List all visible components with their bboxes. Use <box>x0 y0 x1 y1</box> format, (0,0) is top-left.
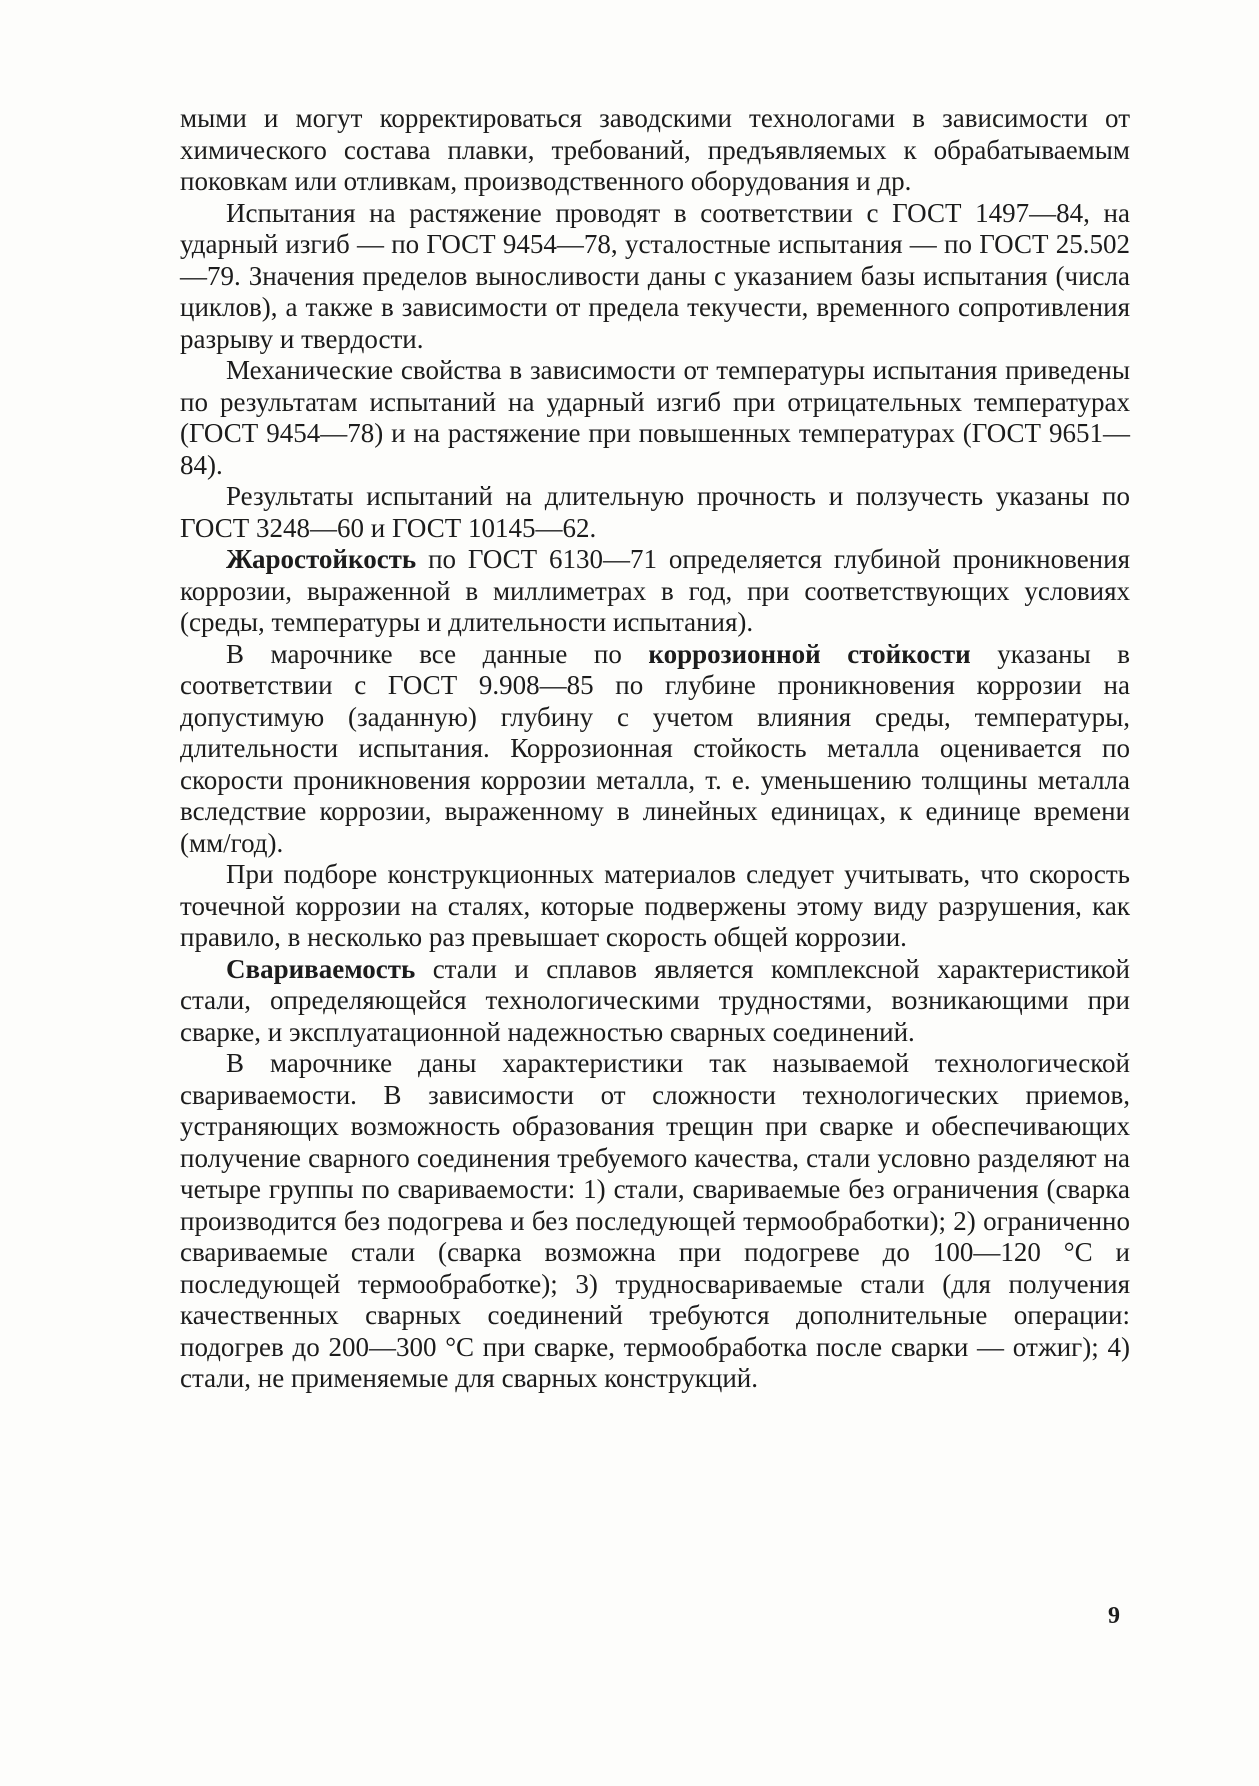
paragraph-continuation: мыми и могут корректироваться заводскими технологами в зависимости от химического состава плавки, требований, предъявляемых к обрабатываемым поковкам или отливкам, производственного оборудования и др. <box>180 103 1130 196</box>
term-heat-resistance: Жаростойкость <box>226 544 417 574</box>
paragraph-heat-resistance: Жаростойкость по ГОСТ 6130—71 определяется глубиной проникновения коррозии, выраженной в миллиметрах в год, при соответствующих условиях (среды, температуры и длительности испытания). <box>180 544 1130 637</box>
body-text <box>180 103 1130 1395</box>
paragraph-mechanical-properties: Механические свойства в зависимости от температуры испытания приведены по результатам испытаний на ударный изгиб при отрицательных температурах (ГОСТ 9454—78) и на растяжение при повышенных температурах (ГОСТ 9651—84). <box>180 355 1130 480</box>
paragraph-corrosion-resistance: В марочнике все данные по коррозионной стойкости указаны в соответствии с ГОСТ 9.908—85 по глубине проникновения коррозии на допустимую (заданную) глубину с учетом влияния среды, температуры, длительности испытания. Коррозионная стойкость металла оценивается по скорости проникновения коррозии металла, т. е. уменьшению толщины металла вследствие коррозии, выраженному в линейных единицах, к единице времени (мм/год). <box>180 638 1131 858</box>
paragraph-creep-results: Результаты испытаний на длительную прочность и ползучесть указаны по ГОСТ 3248—60 и ГОСТ 10145—62. <box>180 481 1130 543</box>
paragraph-tensile-tests: Испытания на растяжение проводят в соответствии с ГОСТ 1497—84, на ударный изгиб — по ГОСТ 9454—78, усталостные испытания — по ГОСТ 25.502—79. Значения пределов выносливости даны с указанием базы испытания (числа циклов), а также в зависимости от предела текучести, временного сопротивления разрыву и твердости. <box>180 197 1130 354</box>
term-corrosion-resistance: коррозионной стойкости <box>648 638 971 669</box>
term-weldability: Свариваемость <box>226 953 416 984</box>
paragraph-pitting-corrosion: При подборе конструкционных материалов следует учитывать, что скорость точечной коррозии на сталях, которые подвержены этому виду разрушения, как правило, в несколько раз превышает скорость общей коррозии. <box>180 859 1130 952</box>
paragraph-weldability-groups: В марочнике даны характеристики так называемой технологической свариваемости. В зависимости от сложности технологических приемов, устраняющих возможность образования трещин при сварке и обеспечивающих получение сварного соединения требуемого качества, стали условно разделяют на четыре группы по свариваемости: 1) стали, свариваемые без ограничения (сварка производится без подогрева и без последующей термообработки); 2) ограниченно свариваемые стали (сварка возможна при подогреве до 100—120 °С и последующей термообработке); 3) трудносвариваемые стали (для получения качественных сварных соединений требуются дополнительные операции: подогрев до 200—300 °С при сварке, термообработка после сварки — отжиг); 4) стали, не применяемые для сварных конструкций. <box>180 1048 1130 1393</box>
paragraph-weldability: Свариваемость стали и сплавов является комплексной характеристикой стали, определяющейся технологическими трудностями, возникающими при сварке, и эксплуатационной надежностью сварных соединений. <box>180 953 1130 1047</box>
page-number: 9 <box>1108 1603 1120 1629</box>
